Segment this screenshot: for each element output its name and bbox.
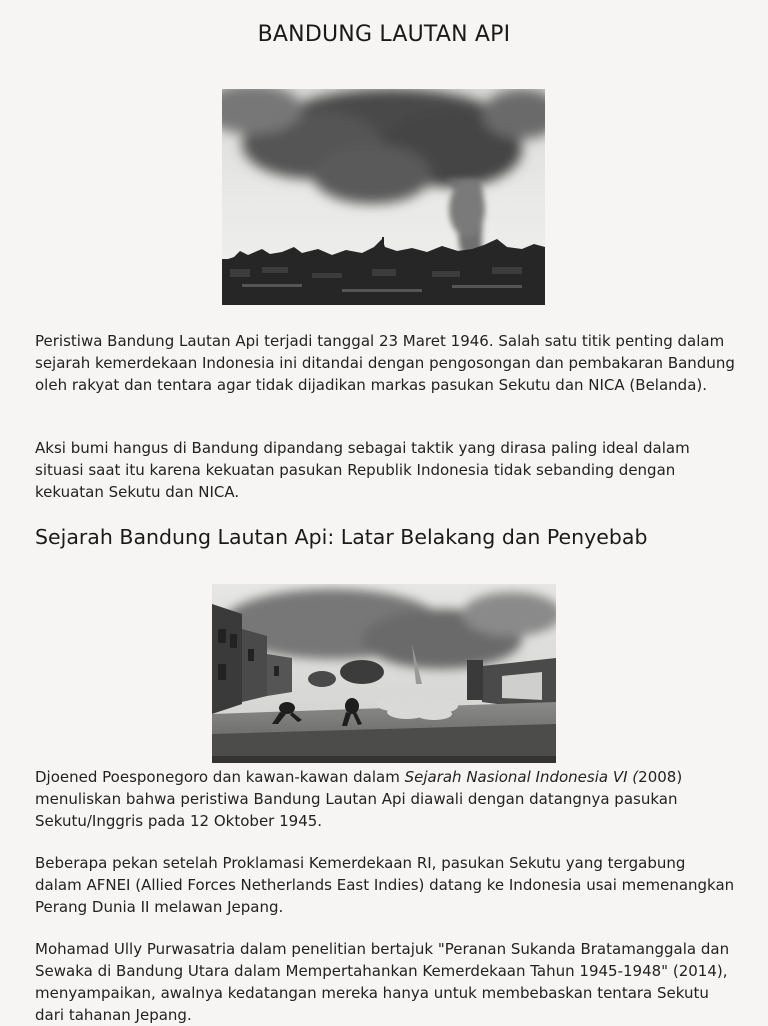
origin-paragraph [35, 766, 735, 832]
origin-text-lead: Djoened Poesponegoro dan kawan-kawan dalam [35, 768, 405, 786]
origin-text-rest: 2008) menuliskan bahwa peristiwa Bandung Lautan Api diawali dengan datangnya pasukan Sekutu/Inggris pada 12 Oktober 1945. [35, 768, 683, 830]
article-title: BANDUNG LAUTAN API [257, 22, 511, 47]
smoke-over-city-photo [222, 89, 545, 305]
book-title: Sejarah Nasional Indonesia VI ( [404, 768, 639, 786]
scorched-earth-paragraph: Aksi bumi hangus di Bandung dipandang sebagai taktik yang dirasa paling ideal dalam situasi saat itu karena kekuatan pasukan Republik Indonesia tidak sebanding dengan kekuatan Sekutu dan NICA. [35, 439, 690, 501]
intro-paragraph: Peristiwa Bandung Lautan Api terjadi tanggal 23 Maret 1946. Salah satu titik penting dalam sejarah kemerdekaan Indonesia ini ditandai dengan pengosongan dan pembakaran Bandung oleh rakyat dan tentara agar tidak dijadikan markas pasukan Sekutu dan NICA (Belanda). [35, 332, 735, 394]
research-paragraph: Mohamad Ully Purwasatria dalam penelitian bertajuk "Peranan Sukanda Bratamanggala dan Sewaka di Bandung Utara dalam Mempertahankan Kemerdekaan Tahun 1945-1948" (2014), menyampaikan, awalnya kedatangan mereka hanya untuk membebaskan tentara Sekutu dari tahanan Jepang. [35, 940, 730, 1024]
section-heading: Sejarah Bandung Lautan Api: Latar Belakang dan Penyebab [35, 525, 648, 549]
afnei-paragraph: Beberapa pekan setelah Proklamasi Kemerdekaan RI, pasukan Sekutu yang tergabung dalam AFNEI (Allied Forces Netherlands East Indies) datang ke Indonesia usai memenangkan Perang Dunia II melawan Jepang. [35, 854, 735, 916]
street-battle-photo [212, 584, 556, 763]
